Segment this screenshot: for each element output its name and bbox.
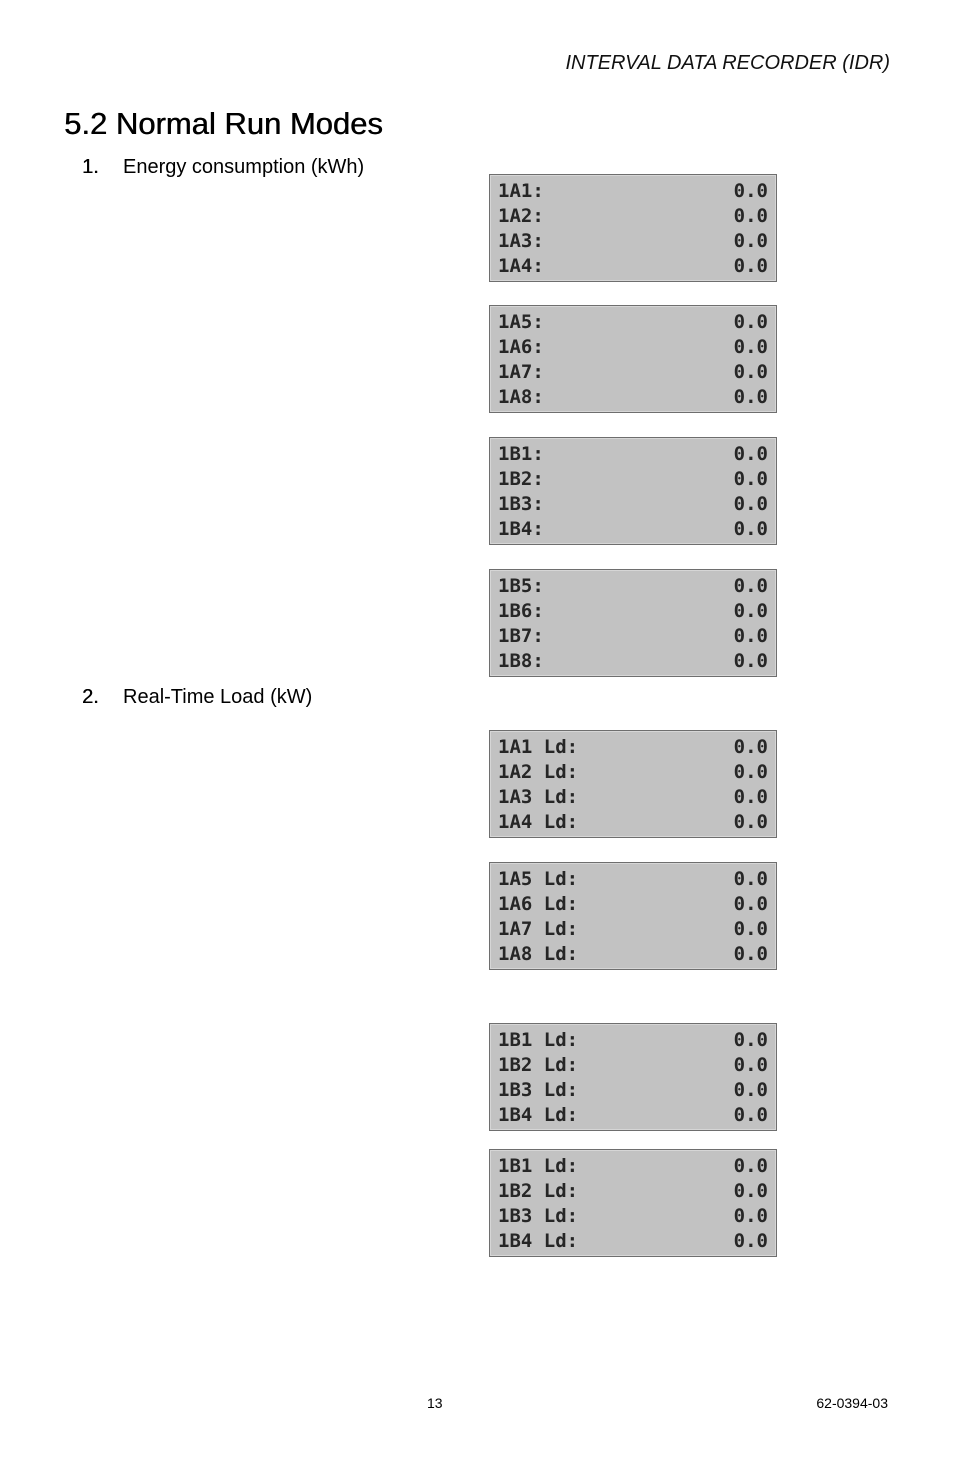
- lcd-label: 1B1 Ld:: [498, 1029, 579, 1051]
- running-header: INTERVAL DATA RECORDER (IDR): [565, 52, 890, 74]
- lcd-label: 1B3 Ld:: [498, 1205, 579, 1227]
- lcd-label: 1A4 Ld:: [498, 811, 579, 833]
- lcd-row: [498, 335, 768, 360]
- document-number: 62-0394-03: [816, 1395, 888, 1411]
- lcd-label: 1A5 Ld:: [498, 868, 579, 890]
- lcd-row: [498, 1204, 768, 1229]
- lcd-display: [489, 174, 777, 282]
- lcd-label: 1B8:: [498, 650, 544, 672]
- lcd-display: [489, 862, 777, 970]
- lcd-row: [498, 1053, 768, 1078]
- lcd-row: [498, 1103, 768, 1128]
- lcd-row: [498, 467, 768, 492]
- lcd-label: 1A6 Ld:: [498, 893, 579, 915]
- lcd-row: [498, 1229, 768, 1254]
- lcd-label: 1B3 Ld:: [498, 1079, 579, 1101]
- lcd-value: 0.0: [733, 1180, 768, 1202]
- lcd-label: 1B4 Ld:: [498, 1230, 579, 1252]
- lcd-value: 0.0: [733, 918, 768, 940]
- lcd-display: [489, 1149, 777, 1257]
- step-number: 1.: [82, 156, 99, 178]
- lcd-row: [498, 735, 768, 760]
- section-title: 5.2 Normal Run Modes: [64, 106, 383, 141]
- lcd-row: [498, 254, 768, 279]
- lcd-row: [498, 1078, 768, 1103]
- step-real-time-load: [82, 686, 312, 709]
- lcd-label: 1A2:: [498, 205, 544, 227]
- lcd-label: 1A8:: [498, 386, 544, 408]
- lcd-label: 1B4 Ld:: [498, 1104, 579, 1126]
- lcd-value: 0.0: [733, 575, 768, 597]
- lcd-row: [498, 204, 768, 229]
- lcd-value: 0.0: [733, 230, 768, 252]
- lcd-row: [498, 442, 768, 467]
- lcd-row: [498, 1179, 768, 1204]
- lcd-value: 0.0: [733, 1054, 768, 1076]
- lcd-label: 1B5:: [498, 575, 544, 597]
- lcd-row: [498, 1028, 768, 1053]
- lcd-value: 0.0: [733, 1155, 768, 1177]
- step-number: 2.: [82, 686, 99, 708]
- lcd-value: 0.0: [733, 386, 768, 408]
- lcd-value: 0.0: [733, 786, 768, 808]
- lcd-label: 1A7 Ld:: [498, 918, 579, 940]
- lcd-value: 0.0: [733, 205, 768, 227]
- lcd-row: [498, 867, 768, 892]
- lcd-value: 0.0: [733, 625, 768, 647]
- lcd-label: 1B1:: [498, 443, 544, 465]
- lcd-value: 0.0: [733, 943, 768, 965]
- lcd-row: [498, 1154, 768, 1179]
- lcd-row: [498, 310, 768, 335]
- lcd-row: [498, 760, 768, 785]
- lcd-value: 0.0: [733, 336, 768, 358]
- lcd-row: [498, 942, 768, 967]
- lcd-label: 1B6:: [498, 600, 544, 622]
- lcd-label: 1A1:: [498, 180, 544, 202]
- lcd-display: [489, 569, 777, 677]
- lcd-row: [498, 599, 768, 624]
- lcd-row: [498, 229, 768, 254]
- lcd-label: 1B2:: [498, 468, 544, 490]
- lcd-row: [498, 785, 768, 810]
- lcd-value: 0.0: [733, 443, 768, 465]
- lcd-label: 1A1 Ld:: [498, 736, 579, 758]
- lcd-label: 1B2 Ld:: [498, 1054, 579, 1076]
- lcd-value: 0.0: [733, 1029, 768, 1051]
- lcd-row: [498, 179, 768, 204]
- lcd-value: 0.0: [733, 893, 768, 915]
- lcd-display: [489, 730, 777, 838]
- lcd-value: 0.0: [733, 493, 768, 515]
- step-text: Energy consumption (kWh): [123, 156, 365, 178]
- lcd-value: 0.0: [733, 868, 768, 890]
- lcd-row: [498, 917, 768, 942]
- lcd-value: 0.0: [733, 736, 768, 758]
- lcd-value: 0.0: [733, 811, 768, 833]
- lcd-row: [498, 649, 768, 674]
- lcd-display: [489, 437, 777, 545]
- lcd-row: [498, 385, 768, 410]
- lcd-value: 0.0: [733, 1230, 768, 1252]
- lcd-label: 1A5:: [498, 311, 544, 333]
- lcd-value: 0.0: [733, 1079, 768, 1101]
- lcd-row: [498, 360, 768, 385]
- step-energy-consumption: [82, 156, 364, 179]
- lcd-value: 0.0: [733, 180, 768, 202]
- lcd-row: [498, 892, 768, 917]
- lcd-row: [498, 624, 768, 649]
- lcd-display: [489, 1023, 777, 1131]
- lcd-value: 0.0: [733, 650, 768, 672]
- lcd-value: 0.0: [733, 600, 768, 622]
- lcd-label: 1B3:: [498, 493, 544, 515]
- lcd-label: 1A2 Ld:: [498, 761, 579, 783]
- lcd-value: 0.0: [733, 518, 768, 540]
- lcd-value: 0.0: [733, 1104, 768, 1126]
- step-text: Real-Time Load (kW): [123, 686, 313, 708]
- lcd-label: 1B1 Ld:: [498, 1155, 579, 1177]
- lcd-display: [489, 305, 777, 413]
- lcd-label: 1B4:: [498, 518, 544, 540]
- lcd-label: 1A3:: [498, 230, 544, 252]
- lcd-row: [498, 517, 768, 542]
- lcd-value: 0.0: [733, 761, 768, 783]
- lcd-label: 1A6:: [498, 336, 544, 358]
- page-number: 13: [427, 1395, 443, 1411]
- lcd-row: [498, 492, 768, 517]
- lcd-label: 1A7:: [498, 361, 544, 383]
- lcd-value: 0.0: [733, 468, 768, 490]
- lcd-label: 1A4:: [498, 255, 544, 277]
- lcd-value: 0.0: [733, 311, 768, 333]
- lcd-value: 0.0: [733, 255, 768, 277]
- lcd-label: 1B2 Ld:: [498, 1180, 579, 1202]
- lcd-row: [498, 810, 768, 835]
- lcd-label: 1B7:: [498, 625, 544, 647]
- lcd-value: 0.0: [733, 361, 768, 383]
- lcd-row: [498, 574, 768, 599]
- lcd-label: 1A8 Ld:: [498, 943, 579, 965]
- lcd-label: 1A3 Ld:: [498, 786, 579, 808]
- lcd-value: 0.0: [733, 1205, 768, 1227]
